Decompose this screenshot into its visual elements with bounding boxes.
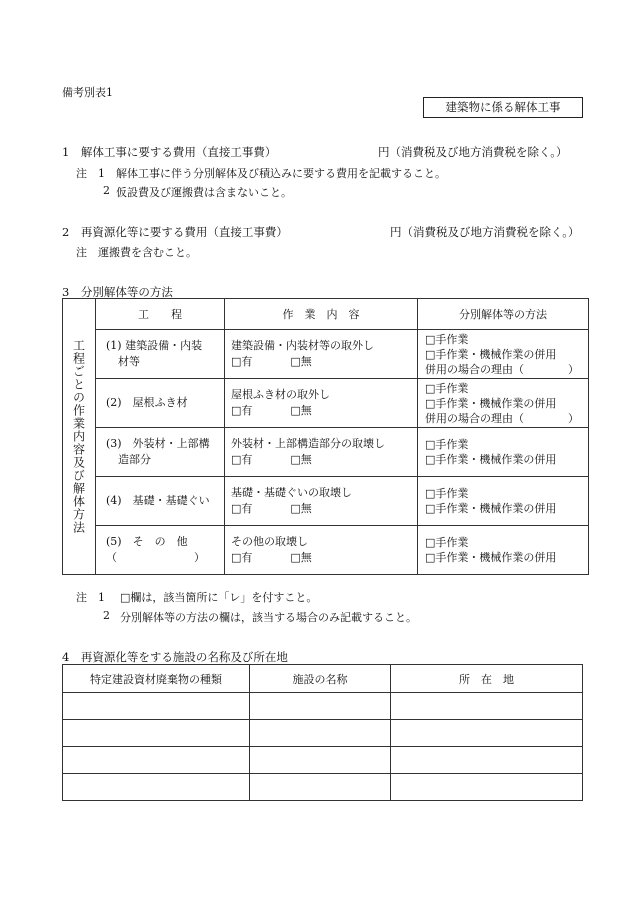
col-address-header: 所 在 地 <box>391 665 583 693</box>
col-method-header: 分別解体等の方法 <box>418 299 589 330</box>
address-cell[interactable] <box>391 720 583 747</box>
table-row <box>63 774 583 801</box>
process-cell: (5) そ の 他 （ ） <box>96 526 225 575</box>
col-process-header: 工 程 <box>96 299 225 330</box>
process-side-label: 工程ごとの作業内容及び解体方法 <box>63 299 96 575</box>
yes-checkbox[interactable]: □有 <box>231 404 253 417</box>
waste-type-cell[interactable] <box>63 774 250 801</box>
work-cell: 建築設備・内装材等の取外し □有 □無 <box>225 330 418 379</box>
table-row <box>63 526 589 575</box>
manual-checkbox[interactable]: □手作業 <box>425 487 469 500</box>
method-cell <box>418 477 589 526</box>
manual-checkbox[interactable]: □手作業 <box>425 332 469 346</box>
yes-checkbox[interactable]: □有 <box>231 453 253 466</box>
work-cell: 基礎・基礎ぐいの取壊し □有 □無 <box>225 477 418 526</box>
document-title-box: 建築物に係る解体工事 <box>423 97 583 118</box>
work-cell: その他の取壊し □有 □無 <box>225 526 418 575</box>
combined-checkbox[interactable]: □手作業・機械作業の併用 <box>425 347 557 361</box>
combined-checkbox[interactable]: □手作業・機械作業の併用 <box>425 551 557 564</box>
combined-checkbox[interactable]: □手作業・機械作業の併用 <box>425 396 557 410</box>
facility-name-cell[interactable] <box>250 774 391 801</box>
manual-checkbox[interactable]: □手作業 <box>425 381 469 395</box>
section3-heading: 3 分別解体等の方法 <box>62 285 173 299</box>
process-cell: (2) 屋根ふき材 <box>96 379 225 428</box>
yes-checkbox[interactable]: □有 <box>231 502 253 515</box>
no-checkbox[interactable]: □無 <box>290 453 312 466</box>
table-row <box>63 330 589 379</box>
recycling-facility-table <box>62 664 583 801</box>
section1-note2-num: 2 <box>103 184 110 197</box>
section3-note-lead: 注 1 <box>76 591 105 604</box>
combined-checkbox[interactable]: □手作業・機械作業の併用 <box>425 502 557 515</box>
method-cell <box>418 526 589 575</box>
section3-note1: □欄は，該当箇所に「レ」を付すこと。 <box>120 591 318 604</box>
address-cell[interactable] <box>391 693 583 720</box>
address-cell[interactable] <box>391 774 583 801</box>
process-cell: (4) 基礎・基礎ぐい <box>96 477 225 526</box>
method-cell <box>418 428 589 477</box>
section2-heading: 2 再資源化等に要する費用（直接工事費） <box>62 225 288 239</box>
table-row <box>63 720 583 747</box>
table-row <box>63 477 589 526</box>
facility-name-cell[interactable] <box>250 747 391 774</box>
combined-checkbox[interactable]: □手作業・機械作業の併用 <box>425 453 557 466</box>
method-cell <box>418 379 589 428</box>
section2-unit: 円（消費税及び地方消費税を除く。） <box>390 225 580 239</box>
yes-checkbox[interactable]: □有 <box>231 551 253 564</box>
table-row <box>63 747 583 774</box>
section2-note: 注 運搬費を含むこと。 <box>76 246 197 259</box>
section4-heading: 4 再資源化等をする施設の名称及び所在地 <box>62 650 288 664</box>
no-checkbox[interactable]: □無 <box>290 355 312 368</box>
no-checkbox[interactable]: □無 <box>290 502 312 515</box>
col-waste-type-header: 特定建設資材廃棄物の種類 <box>63 665 250 693</box>
method-cell <box>418 330 589 379</box>
process-cell: (3) 外装材・上部構 造部分 <box>96 428 225 477</box>
process-cell: (1) 建築設備・内装 材等 <box>96 330 225 379</box>
work-cell: 外装材・上部構造部分の取壊し □有 □無 <box>225 428 418 477</box>
no-checkbox[interactable]: □無 <box>290 551 312 564</box>
dismantling-method-table <box>62 298 589 575</box>
table-row <box>63 693 583 720</box>
facility-name-cell[interactable] <box>250 720 391 747</box>
section3-note2: 分別解体等の方法の欄は，該当する場合のみ記載すること。 <box>120 611 417 624</box>
col-facility-name-header: 施設の名称 <box>250 665 391 693</box>
section1-note1: 解体工事に伴う分別解体及び積込みに要する費用を記載すること。 <box>116 167 446 180</box>
address-cell[interactable] <box>391 747 583 774</box>
section1-note-lead: 注 1 <box>76 167 105 180</box>
waste-type-cell[interactable] <box>63 747 250 774</box>
table-row <box>63 428 589 477</box>
work-cell: 屋根ふき材の取外し □有 □無 <box>225 379 418 428</box>
manual-checkbox[interactable]: □手作業 <box>425 438 469 451</box>
section1-unit: 円（消費税及び地方消費税を除く。） <box>378 145 568 159</box>
waste-type-cell[interactable] <box>63 720 250 747</box>
section1-note2: 仮設費及び運搬費は含まないこと。 <box>116 186 292 199</box>
section3-note2-num: 2 <box>103 609 110 622</box>
no-checkbox[interactable]: □無 <box>290 404 312 417</box>
col-work-header: 作 業 内 容 <box>225 299 418 330</box>
document-id: 備考別表1 <box>62 86 113 99</box>
reason-field[interactable]: 併用の場合の理由（ ） <box>425 362 579 376</box>
table-row <box>63 379 589 428</box>
section1-heading: 1 解体工事に要する費用（直接工事費） <box>62 145 277 159</box>
facility-name-cell[interactable] <box>250 693 391 720</box>
reason-field[interactable]: 併用の場合の理由（ ） <box>425 411 579 425</box>
yes-checkbox[interactable]: □有 <box>231 355 253 368</box>
manual-checkbox[interactable]: □手作業 <box>425 536 469 549</box>
waste-type-cell[interactable] <box>63 693 250 720</box>
